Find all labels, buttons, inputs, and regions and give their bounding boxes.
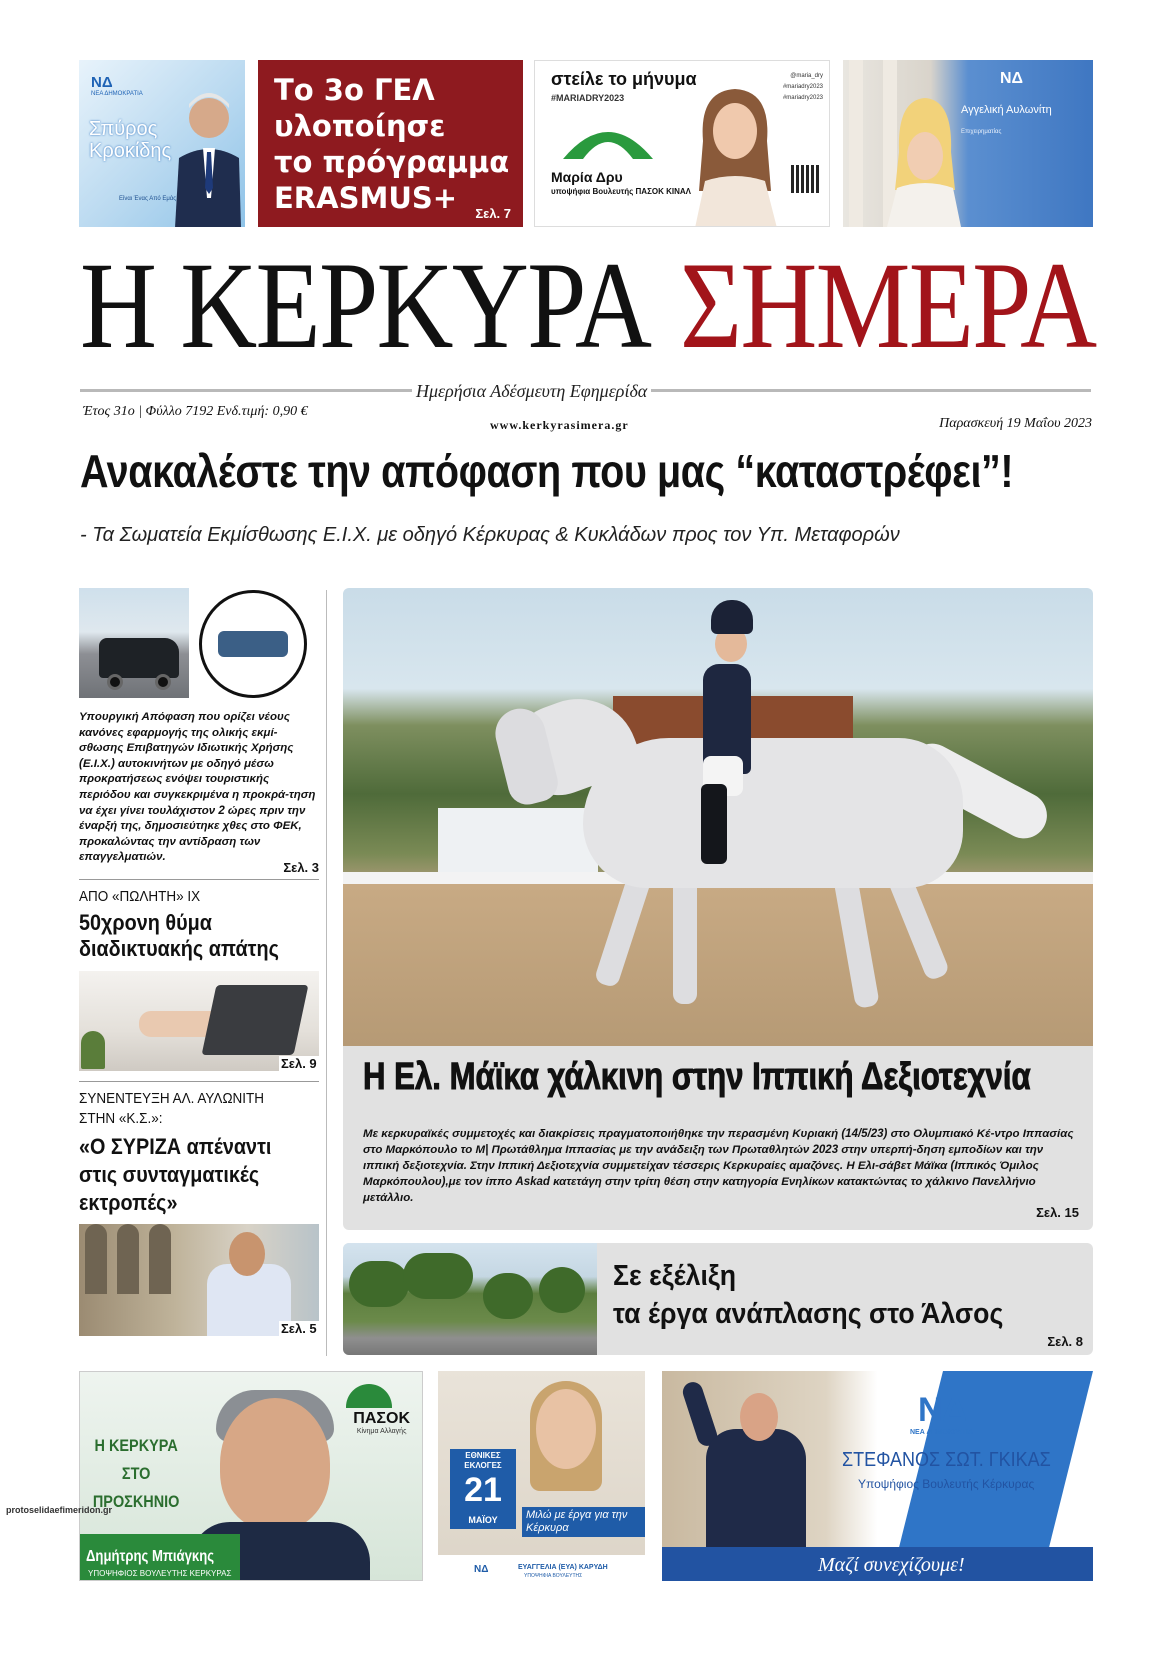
park-photo bbox=[343, 1243, 597, 1355]
qr-code-icon[interactable] bbox=[791, 165, 819, 193]
story-headline[interactable]: «Ο ΣΥΡΙΖΑ απέναντι bbox=[79, 1134, 272, 1159]
ad-hashtag: #MARIADRY2023 bbox=[551, 93, 625, 103]
candidate-photo bbox=[685, 81, 785, 227]
dressage-photo[interactable] bbox=[343, 588, 1093, 1046]
ad-candidate-role: ΥΠΟΨΗΦΙΟΣ ΒΟΥΛΕΥΤΗΣ ΚΕΡΚΥΡΑΣ bbox=[88, 1569, 232, 1578]
story-headline[interactable]: στις συνταγματικές bbox=[79, 1162, 260, 1187]
ad-candidate-name: ΣΤΕΦΑΝΟΣ ΣΩΤ. ΓΚΙΚΑΣ bbox=[842, 1449, 1051, 1471]
ad-kicker: Η ΚΕΡΚΥΡΑ ΣΤΟ ΠΡΟΣΚΗΝΙΟ bbox=[92, 1436, 180, 1511]
ad-erasmus-story[interactable] bbox=[258, 60, 523, 227]
pasok-sun-icon bbox=[553, 111, 663, 161]
source-watermark: protoselidaefimeridon.gr bbox=[6, 1505, 113, 1515]
ad-candidate-name: ΕΥΑΓΓΕΛΙΑ (ΕΥΑ) ΚΑΡΥΔΗ bbox=[518, 1564, 608, 1571]
nd-logo: ΝΔ bbox=[474, 1564, 489, 1575]
website-link[interactable]: www.kerkyrasimera.gr bbox=[490, 418, 629, 432]
nd-logo: ΝΔ bbox=[918, 1391, 967, 1429]
alsos-story[interactable] bbox=[343, 1243, 1093, 1355]
lead-subhead: - Τα Σωματεία Εκμίσθωσης Ε.Ι.Χ. με οδηγό Κέρκυρας & Κυκλάδων προς τον Υπ. Μεταφορών bbox=[80, 524, 900, 546]
story-eix-text[interactable]: Υπουργική Απόφαση που ορίζει νέους κανόνες εφαρμογής της ολικής εκμί-σθωσης Επιβατηγών Ιδιωτικής Χρήσης (Ε.Ι.Χ.) αυτοκινήτων με οδηγό μέσω προκρατήσεως ενόψει τουριστικής περιόδου και συγκεκριμένα η προκρά-τηση να έχει γίνει τουλάχιστον 2 ώρες πριν την έναρξή της, δημοσιεύτηκε χθες στο ΦΕΚ, προκαλώντας την αντίδραση των επαγγελματιών. bbox=[79, 711, 316, 864]
ad-candidate-name: Αγγελική Αυλωνίτη bbox=[961, 104, 1052, 116]
election-day: 21 bbox=[464, 1471, 502, 1509]
ad-gkikas[interactable] bbox=[662, 1371, 1093, 1581]
lead-headline[interactable]: Ανακαλέστε την απόφαση που μας “καταστρέφει”! bbox=[80, 445, 1014, 497]
issue-info: Έτος 31ο | Φύλλο 7192 Ενδ.τιμή: 0,90 € bbox=[83, 404, 308, 419]
candidate-photo bbox=[220, 1398, 330, 1530]
ad-slogan: Μαζί συνεχίζουμε! bbox=[818, 1554, 965, 1576]
union-seal-logo bbox=[191, 588, 325, 698]
masthead-title: Η ΚΕΡΚΥΡΑ bbox=[80, 237, 651, 374]
issue-date: Παρασκευή 19 Μαΐου 2023 bbox=[939, 416, 1092, 431]
ad-candidate-role: Υποψήφιος Βουλευτής Κέρκυρας bbox=[858, 1477, 1035, 1491]
ad-message: Μιλώ με έργα για την Κέρκυρα bbox=[522, 1507, 645, 1537]
left-column bbox=[79, 586, 325, 1354]
ad-candidate-name: Μαρία Δρυ bbox=[551, 169, 623, 185]
page-ref: Σελ. 5 bbox=[281, 1321, 317, 1336]
ad-headline: στείλε το μήνυμα bbox=[551, 69, 697, 89]
nd-logo-text: ΝΕΑ ΔΗΜΟΚΡΑΤΙΑ bbox=[910, 1429, 973, 1436]
story-headline[interactable]: διαδικτυακής απάτης bbox=[79, 936, 279, 961]
election-label: ΕΘΝΙΚΕΣ ΕΚΛΟΓΕΣ bbox=[464, 1451, 502, 1470]
ad-candidate-name: Δημήτρης Μπιάγκης bbox=[86, 1548, 215, 1565]
story-kicker: ΣΤΗΝ «Κ.Σ.»: bbox=[79, 1110, 163, 1127]
main-story-headline[interactable]: Η Ελ. Μάϊκα χάλκινη στην Ιππική Δεξιοτεχνία bbox=[363, 1056, 1031, 1098]
election-month: ΜΑΪΟΥ bbox=[468, 1515, 498, 1525]
story-kicker: ΑΠΟ «ΠΩΛΗΤΗ» ΙΧ bbox=[79, 888, 201, 905]
masthead bbox=[80, 236, 1096, 376]
ad-slogan: Είναι Ένας Από Εμάς bbox=[119, 196, 177, 202]
page-ref: Σελ. 7 bbox=[475, 206, 511, 221]
party-logo: ΠΑΣΟΚ Κίνημα Αλλαγής bbox=[353, 1410, 410, 1435]
ad-social-handles: @maria_dry #mariadry2023 #mariadry2023 bbox=[782, 73, 823, 101]
main-story-text: Με κερκυραϊκές συμμετοχές και διακρίσεις πραγματοποιήθηκε την περασμένη Κυριακή (14/5/23) στο Ολυμπιακό Κέ-ντρο Ιππασίας στο Μαρκόπουλο το Μ| Πρωτάθλημα Ιππασίας με την ανάδειξη των Πρωταθλητών 2023 στην υπερπή-δηση εμποδίων και την ιππική δεξιοτεχνία. Στην Ιππική Δεξιοτεχνία συμμετείχαν τέσσερις Κερκυραίες αμαζόνες. Η Ελι-σάβετ Μάϊκα (Ιππικός Όμιλος Μαρκόπουλου),με τον ίππο Askad κατετάγη στην τρίτη θέση στην κατηγορία Ενηλίκων κατακτώντας το χάλκινο Πανελλήνιο μετάλλιο. bbox=[363, 1128, 1074, 1204]
candidate-photo bbox=[706, 1429, 806, 1547]
story-headline[interactable]: 50χρονη θύμα bbox=[79, 910, 212, 935]
divider bbox=[79, 1081, 319, 1082]
page-ref: Σελ. 9 bbox=[281, 1056, 317, 1071]
column-divider bbox=[326, 590, 327, 1356]
nd-logo: ΝΔ ΝΕΑ ΔΗΜΟΚΡΑΤΙΑ bbox=[91, 74, 143, 97]
ad-biagkis[interactable] bbox=[79, 1371, 423, 1581]
ad-candidate-role: Επιχειρηματίας bbox=[961, 129, 1002, 135]
page-ref: Σελ. 3 bbox=[283, 860, 319, 875]
van-photo[interactable] bbox=[79, 588, 189, 698]
candidate-photo bbox=[171, 78, 241, 227]
candidate-photo bbox=[536, 1389, 596, 1469]
masthead-tagline: Ημερήσια Αδέσμευτη Εφημερίδα bbox=[412, 381, 651, 402]
ad-candidate-role: υποψήφια Βουλευτής ΠΑΣΟΚ ΚΙΝΑΛ bbox=[551, 187, 691, 196]
ad-candidate-name: Σπύρος Κροκίδης bbox=[89, 118, 172, 162]
masthead-title-accent: ΣΗΜΕΡΑ bbox=[680, 237, 1096, 374]
page-ref: Σελ. 8 bbox=[1047, 1334, 1083, 1349]
ad-candidate-role: ΥΠΟΨΗΦΙΑ ΒΟΥΛΕΥΤΗΣ bbox=[524, 1573, 583, 1579]
ad-maria-dry[interactable] bbox=[534, 60, 830, 227]
main-story-box bbox=[343, 1046, 1093, 1230]
ad-krokidis[interactable] bbox=[79, 60, 245, 227]
divider bbox=[79, 879, 319, 880]
ad-avloniti[interactable] bbox=[843, 60, 1093, 227]
nd-logo: ΝΔ bbox=[999, 70, 1023, 87]
story-kicker: ΣΥΝΕΝΤΕΥΞΗ ΑΛ. ΑΥΛΩΝΙΤΗ bbox=[79, 1090, 265, 1107]
page-ref: Σελ. 15 bbox=[1036, 1205, 1079, 1220]
story-headline[interactable]: εκτροπές» bbox=[79, 1190, 178, 1215]
ad-karydi[interactable] bbox=[438, 1371, 645, 1581]
pasok-sun-icon bbox=[346, 1384, 392, 1408]
interviewee-photo[interactable] bbox=[79, 1224, 319, 1336]
alsos-headline: Σε εξέλιξη τα έργα ανάπλασης στο Άλσος bbox=[613, 1260, 1004, 1330]
columns-photo bbox=[843, 60, 963, 227]
erasmus-headline: Το 3ο ΓΕΛ υλοποίησε το πρόγραμμα ERASMUS+ bbox=[274, 73, 510, 215]
